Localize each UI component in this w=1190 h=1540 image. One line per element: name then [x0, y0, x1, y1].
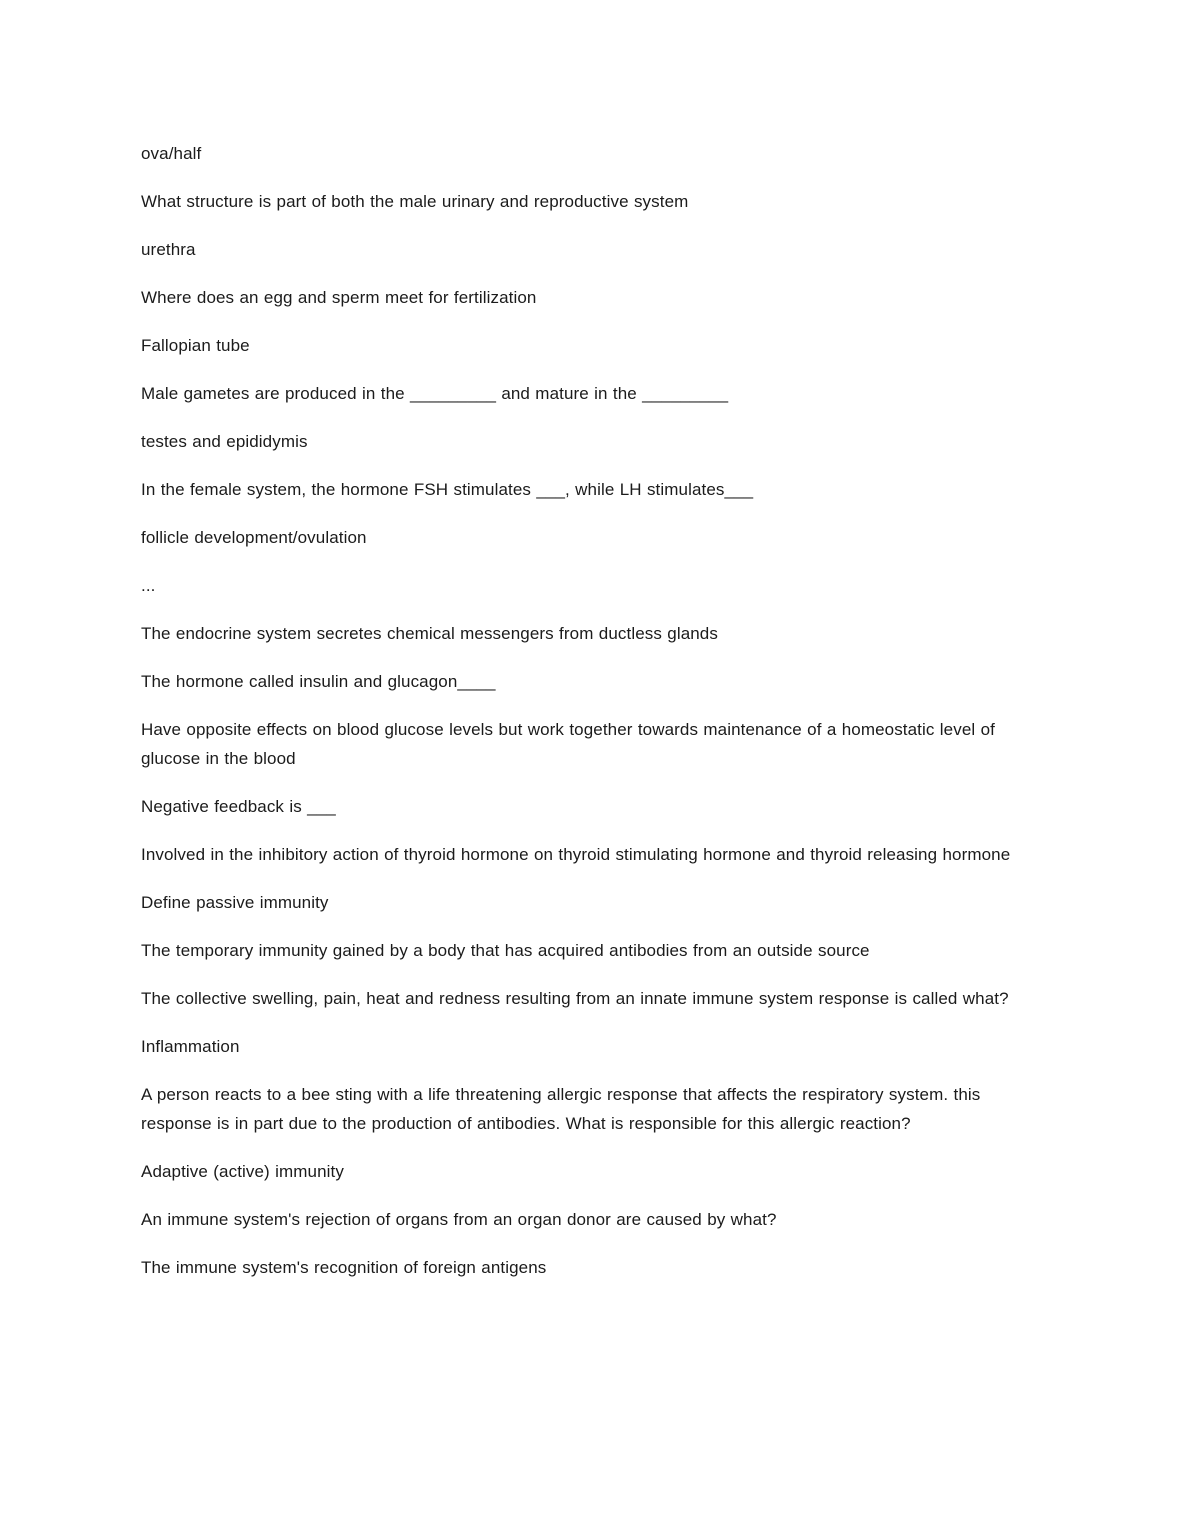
question-text: A person reacts to a bee sting with a life threatening allergic response that affects the respiratory system. this response is in part due to the production of antibodies. What is responsible for this allergic reaction?: [141, 1085, 981, 1133]
answer-text: The temporary immunity gained by a body that has acquired antibodies from an outside source: [141, 941, 870, 960]
question-text: In the female system, the hormone FSH stimulates ___, while LH stimulates___: [141, 480, 754, 499]
question-text: Where does an egg and sperm meet for fertilization: [141, 288, 537, 307]
question-text: The hormone called insulin and glucagon____: [141, 672, 496, 691]
question-text: The collective swelling, pain, heat and redness resulting from an innate immune system response is called what?: [141, 989, 1009, 1008]
answer-text: Fallopian tube: [141, 336, 250, 355]
question-text: What structure is part of both the male urinary and reproductive system: [141, 192, 689, 211]
answer-text: urethra: [141, 240, 196, 259]
ellipsis-text: ...: [141, 576, 156, 595]
statement-text: The endocrine system secretes chemical messengers from ductless glands: [141, 624, 718, 643]
question-text: An immune system's rejection of organs from an organ donor are caused by what?: [141, 1210, 777, 1229]
question-text: Male gametes are produced in the _________ and mature in the _________: [141, 384, 729, 403]
answer-text: testes and epididymis: [141, 432, 308, 451]
question-text: Negative feedback is ___: [141, 797, 336, 816]
answer-text: The immune system's recognition of foreign antigens: [141, 1258, 547, 1277]
answer-text: ova/half: [141, 144, 202, 163]
answer-text: Involved in the inhibitory action of thyroid hormone on thyroid stimulating hormone and thyroid releasing hormone: [141, 845, 1011, 864]
answer-text: Inflammation: [141, 1037, 240, 1056]
answer-text: Have opposite effects on blood glucose levels but work together towards maintenance of a homeostatic level of glucose in the blood: [141, 720, 995, 768]
answer-text: Adaptive (active) immunity: [141, 1162, 344, 1181]
question-text: Define passive immunity: [141, 893, 329, 912]
answer-text: follicle development/ovulation: [141, 528, 367, 547]
